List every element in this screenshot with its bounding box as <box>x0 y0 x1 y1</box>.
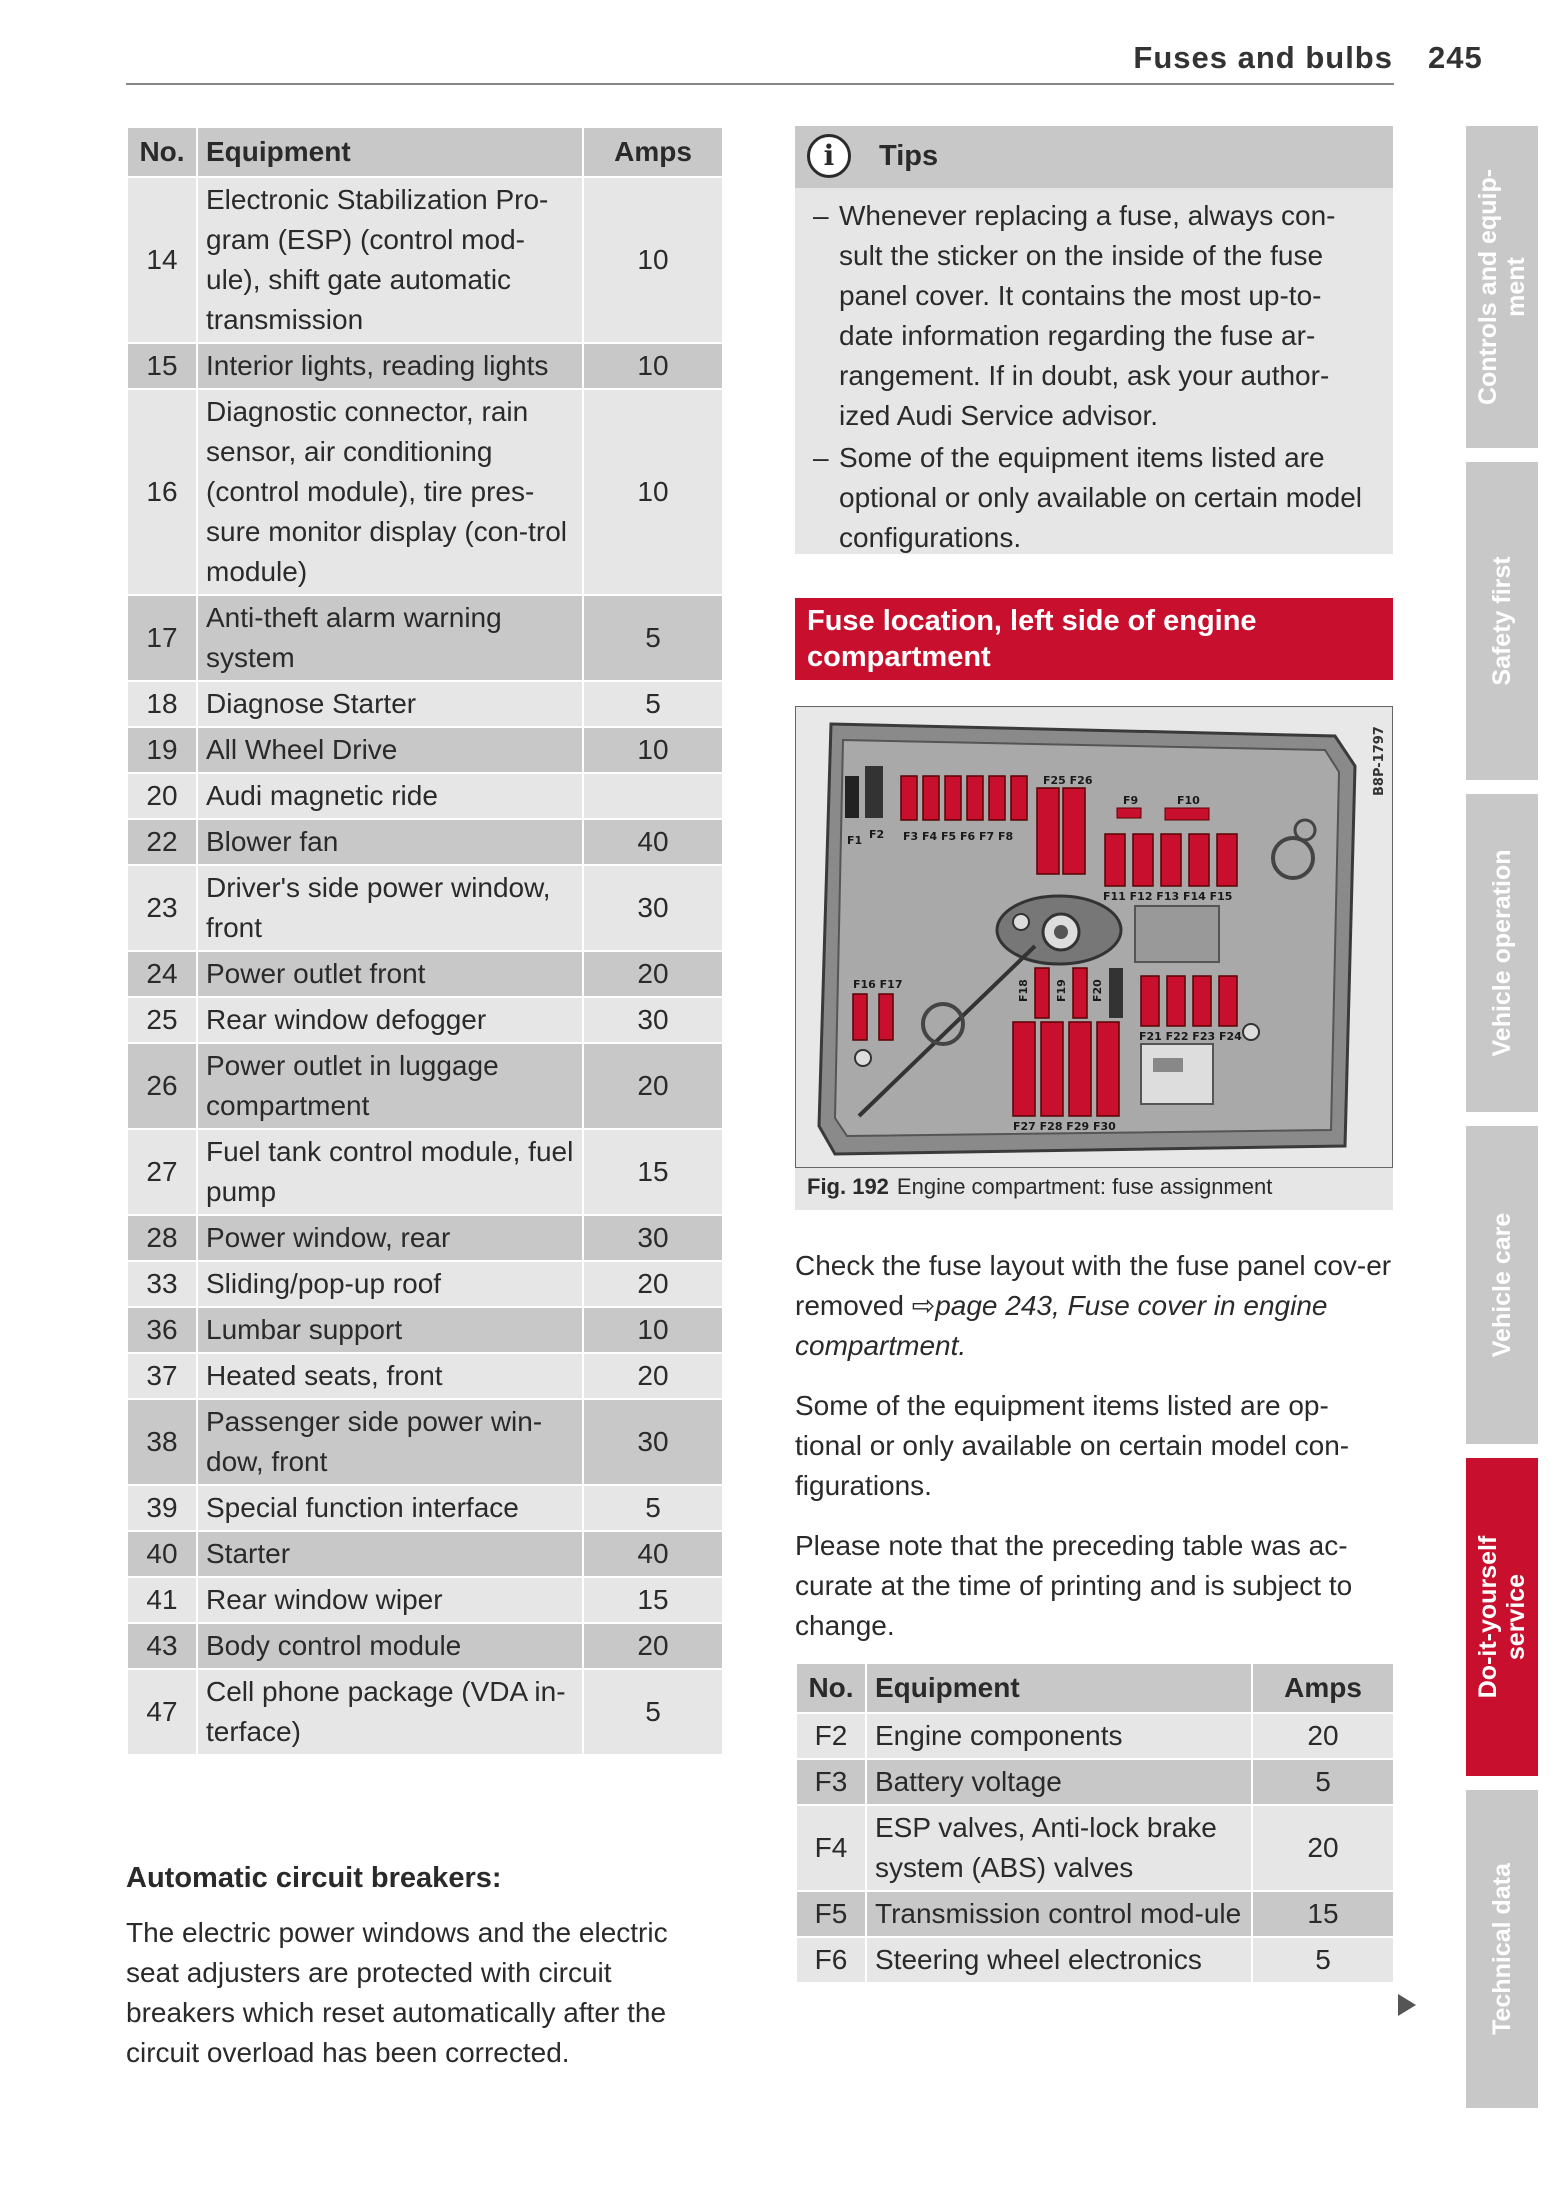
fuse-amps: 15 <box>583 1577 723 1623</box>
table-row <box>127 1623 723 1669</box>
figure-number: Fig. 192 <box>807 1174 889 1199</box>
fuse-equipment: Cell phone package (VDA in-terface) <box>197 1669 583 1755</box>
fuse-equipment: Audi magnetic ride <box>197 773 583 819</box>
fuse-equipment: Engine components <box>866 1713 1252 1759</box>
tab-label: Safety first <box>1488 556 1516 686</box>
fuse-equipment: Electronic Stabilization Pro-gram (ESP) (control mod-ule), shift gate automatic transmission <box>197 177 583 343</box>
fuse-equipment: Steering wheel electronics <box>866 1937 1252 1983</box>
fuse-number: 20 <box>127 773 197 819</box>
fuse-amps: 20 <box>583 1043 723 1129</box>
fuse-amps: 30 <box>583 1215 723 1261</box>
fuse-number: 36 <box>127 1307 197 1353</box>
circuit-breakers-text: The electric power windows and the electric seat adjusters are protected with circuit breakers which reset automatically after the circuit overload has been corrected. <box>126 1917 668 2068</box>
fuse-equipment: Rear window wiper <box>197 1577 583 1623</box>
fuse-amps: 5 <box>583 1669 723 1755</box>
fuse-equipment: Diagnose Starter <box>197 681 583 727</box>
tips-header <box>795 126 1393 188</box>
fuse-amps: 30 <box>583 1399 723 1485</box>
tips-box <box>795 126 1393 554</box>
fuse-amps: 20 <box>583 1623 723 1669</box>
fuse-number: 22 <box>127 819 197 865</box>
table-row <box>796 1713 1394 1759</box>
table-row <box>127 1353 723 1399</box>
fuse-number: 40 <box>127 1531 197 1577</box>
table-row <box>127 1043 723 1129</box>
fuse-amps: 10 <box>583 1307 723 1353</box>
fuse-amps: 10 <box>583 177 723 343</box>
fuse-equipment: Power window, rear <box>197 1215 583 1261</box>
fuse-equipment: Special function interface <box>197 1485 583 1531</box>
fuse-equipment: All Wheel Drive <box>197 727 583 773</box>
table-row <box>796 1805 1394 1891</box>
fuse-equipment: Transmission control mod-ule <box>866 1891 1252 1937</box>
fuse-equipment: Rear window defogger <box>197 997 583 1043</box>
table-row <box>127 177 723 343</box>
tip-item: – Whenever replacing a fuse, always con-sult the sticker on the inside of the fuse panel cover. It contains the most up-to-date information regarding the fuse ar-rangement. If in doubt, ask your author-ized Audi Service advisor. <box>839 196 1369 436</box>
fuse-number: 16 <box>127 389 197 595</box>
tab-label: Do-it-yourself service <box>1474 1535 1530 1699</box>
column-header-amps: Amps <box>1252 1663 1394 1713</box>
fuse-number: F3 <box>796 1759 866 1805</box>
table-row <box>796 1759 1394 1805</box>
fuse-amps: 20 <box>583 951 723 997</box>
fuse-number: 24 <box>127 951 197 997</box>
fuse-amps: 5 <box>1252 1937 1394 1983</box>
fuse-number: 14 <box>127 177 197 343</box>
fuse-amps: 20 <box>1252 1713 1394 1759</box>
fuse-number: F4 <box>796 1805 866 1891</box>
figure-caption-wrap <box>807 1174 1272 1200</box>
fuse-amps: 5 <box>583 595 723 681</box>
fuse-amps: 10 <box>583 727 723 773</box>
fuse-equipment: Power outlet front <box>197 951 583 997</box>
fuse-label-f18: F18 <box>1017 979 1030 1002</box>
tip-item: – Some of the equipment items listed are optional or only available on certain model configurations. <box>839 438 1369 558</box>
cross-reference-arrow-icon: ⇨ <box>911 1290 936 1321</box>
column-header-no: No. <box>127 127 197 177</box>
fuse-label-f11-f15: F11 F12 F13 F14 F15 <box>1103 890 1233 903</box>
fuse-number: 28 <box>127 1215 197 1261</box>
fuse-number: 38 <box>127 1399 197 1485</box>
fuse-amps: 15 <box>1252 1891 1394 1937</box>
page-number: 245 <box>1428 40 1483 75</box>
table-row <box>127 727 723 773</box>
table-row <box>127 595 723 681</box>
fuse-equipment: Blower fan <box>197 819 583 865</box>
cross-reference-link[interactable]: page 243, Fuse cover in engine compartment. <box>795 1290 1328 1361</box>
tab-safety-first[interactable] <box>1466 462 1538 780</box>
fuse-label-f21-f24: F21 F22 F23 F24 <box>1139 1030 1242 1043</box>
fuse-label-f25-f26: F25 F26 <box>1043 774 1093 787</box>
header-rule <box>126 83 1394 85</box>
table-row <box>127 773 723 819</box>
fuse-equipment: Driver's side power window, front <box>197 865 583 951</box>
fuse-amps: 30 <box>583 997 723 1043</box>
paragraph-text: Check the fuse layout with the fuse panel cov-er removed <box>795 1250 1392 1321</box>
fuse-number: 15 <box>127 343 197 389</box>
fuse-number: 33 <box>127 1261 197 1307</box>
figure-code: B8P-1797 <box>1372 726 1387 796</box>
fuse-number: 41 <box>127 1577 197 1623</box>
fuse-label-f10: F10 <box>1177 794 1200 807</box>
table-header-row <box>796 1663 1394 1713</box>
fuse-amps: 40 <box>583 819 723 865</box>
paragraph-check-layout <box>795 1246 1395 1366</box>
fuse-number: 47 <box>127 1669 197 1755</box>
fuse-number: 18 <box>127 681 197 727</box>
fuse-amps: 10 <box>583 389 723 595</box>
table-row <box>127 681 723 727</box>
fuse-label-f1: F1 <box>847 834 863 847</box>
fuse-equipment: Heated seats, front <box>197 1353 583 1399</box>
table-row <box>796 1891 1394 1937</box>
fuse-table-main <box>126 126 724 1756</box>
fuse-equipment: Anti-theft alarm warning system <box>197 595 583 681</box>
fuse-equipment: Passenger side power win-dow, front <box>197 1399 583 1485</box>
fuse-amps: 5 <box>583 1485 723 1531</box>
fuse-amps: 5 <box>1252 1759 1394 1805</box>
fuse-amps: 5 <box>583 681 723 727</box>
fuse-box-diagram <box>795 706 1393 1168</box>
tab-controls-and-equipment[interactable] <box>1466 126 1538 448</box>
column-header-no: No. <box>796 1663 866 1713</box>
column-header-amps: Amps <box>583 127 723 177</box>
fuse-number: F6 <box>796 1937 866 1983</box>
fuse-number: F2 <box>796 1713 866 1759</box>
fuse-equipment: Fuel tank control module, fuel pump <box>197 1129 583 1215</box>
paragraph-optional-equipment: Some of the equipment items listed are op-tional or only available on certain model con-figurations. <box>795 1390 1350 1501</box>
circuit-breakers-heading: Automatic circuit breakers: <box>126 1862 502 1894</box>
column-header-equipment: Equipment <box>197 127 583 177</box>
table-row <box>127 1531 723 1577</box>
fuse-number: 23 <box>127 865 197 951</box>
fuse-amps: 30 <box>583 865 723 951</box>
fuse-number: 37 <box>127 1353 197 1399</box>
fuse-amps: 20 <box>583 1353 723 1399</box>
fuse-label-f27-f30: F27 F28 F29 F30 <box>1013 1120 1116 1133</box>
table-row <box>127 1577 723 1623</box>
fuse-amps: 15 <box>583 1129 723 1215</box>
fuse-label-f2: F2 <box>869 828 885 841</box>
fuse-equipment: ESP valves, Anti-lock brake system (ABS) valves <box>866 1805 1252 1891</box>
table-row <box>127 997 723 1043</box>
table-row <box>127 343 723 389</box>
fuse-table-engine <box>795 1662 1395 1984</box>
table-row <box>127 819 723 865</box>
fuse-equipment: Lumbar support <box>197 1307 583 1353</box>
section-title: Fuses and bulbs <box>1133 40 1393 75</box>
fuse-location-heading: Fuse location, left side of engine compartment <box>795 598 1393 680</box>
fuse-label-f19: F19 <box>1055 979 1068 1002</box>
table-row <box>127 1129 723 1215</box>
tab-vehicle-operation[interactable] <box>1466 794 1538 1112</box>
table-row <box>127 951 723 997</box>
fuse-number: 27 <box>127 1129 197 1215</box>
column-header-equipment: Equipment <box>866 1663 1252 1713</box>
fuse-number: 39 <box>127 1485 197 1531</box>
fuse-label-f3-f8: F3 F4 F5 F6 F7 F8 <box>903 830 1014 843</box>
tab-label: Vehicle operation <box>1488 849 1516 1057</box>
fuse-label-f16-f17: F16 F17 <box>853 978 903 991</box>
fuse-amps: 20 <box>583 1261 723 1307</box>
fuse-equipment: Body control module <box>197 1623 583 1669</box>
fuse-label-f20: F20 <box>1091 979 1104 1002</box>
fuse-number: 43 <box>127 1623 197 1669</box>
table-row <box>127 1399 723 1485</box>
fuse-amps <box>583 773 723 819</box>
info-circle-icon: i <box>807 134 851 178</box>
fuse-equipment: Diagnostic connector, rain sensor, air conditioning (control module), tire pres-sure monitor display (con-trol module) <box>197 389 583 595</box>
tips-list <box>795 188 1393 558</box>
table-row <box>127 1485 723 1531</box>
fuse-number: 25 <box>127 997 197 1043</box>
continue-arrow-icon <box>1398 1994 1416 2016</box>
table-header-row <box>127 127 723 177</box>
fuse-number: F5 <box>796 1891 866 1937</box>
tab-technical-data[interactable] <box>1466 1790 1538 2108</box>
tab-vehicle-care[interactable] <box>1466 1126 1538 1444</box>
table-row <box>127 1215 723 1261</box>
table-row <box>127 389 723 595</box>
fuse-amps: 10 <box>583 343 723 389</box>
fuse-label-f9: F9 <box>1123 794 1139 807</box>
table-row <box>127 1307 723 1353</box>
fuse-equipment: Interior lights, reading lights <box>197 343 583 389</box>
fuse-number: 17 <box>127 595 197 681</box>
paragraph-table-accuracy: Please note that the preceding table was ac-curate at the time of printing and is subject to change. <box>795 1530 1353 1641</box>
tab-label: Technical data <box>1488 1863 1516 2035</box>
tab-do-it-yourself-service[interactable] <box>1466 1458 1538 1776</box>
table-row <box>796 1937 1394 1983</box>
fuse-equipment: Starter <box>197 1531 583 1577</box>
fuse-number: 19 <box>127 727 197 773</box>
figure-box <box>795 706 1393 1210</box>
table-row <box>127 1669 723 1755</box>
fuse-equipment: Power outlet in luggage compartment <box>197 1043 583 1129</box>
table-row <box>127 1261 723 1307</box>
fuse-number: 26 <box>127 1043 197 1129</box>
tips-title: Tips <box>879 140 939 172</box>
fuse-amps: 20 <box>1252 1805 1394 1891</box>
figure-caption: Engine compartment: fuse assignment <box>896 1174 1273 1199</box>
tab-label: Controls and equip- ment <box>1474 168 1530 406</box>
fuse-amps: 40 <box>583 1531 723 1577</box>
fuse-equipment: Battery voltage <box>866 1759 1252 1805</box>
table-row <box>127 865 723 951</box>
fuse-equipment: Sliding/pop-up roof <box>197 1261 583 1307</box>
tab-label: Vehicle care <box>1488 1212 1516 1358</box>
